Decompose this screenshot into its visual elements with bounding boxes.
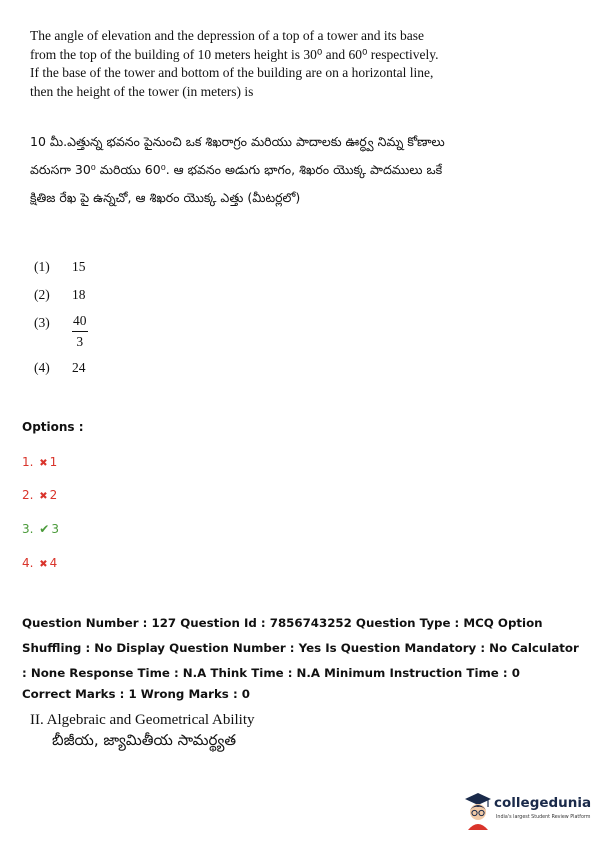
question-meta: Question Number : 127 Question Id : 7856743252 Question Type : MCQ Option Shuffling : No Display Question Number : Yes Is Question Mandatory : No Calculator : None Response Time : N.A Think Time : N.A Minimum Instruction Time : 0 (22, 616, 579, 680)
answer-option-1 (22, 455, 57, 469)
choice-number: (1) (34, 259, 50, 274)
choice-3-fraction (72, 313, 88, 350)
choice-2 (34, 287, 86, 303)
answer-label: 2. (22, 488, 34, 502)
choice-number: (2) (34, 287, 50, 302)
answer-label: 3. (22, 522, 34, 536)
fraction-denominator: 3 (76, 334, 84, 349)
question-text-telugu: 10 మీ.ఎత్తున్న భవనం పైనుంచి ఒక శిఖరాగ్రం మరియు పాదాలకు ఊర్ధ్వ నిమ్న కోణాలు వరుసగా 30⁰ మరియు 60⁰. ఆ భవనం అడుగు భాగం, శిఖరం యొక్క పాదములు ఒకే క్షితిజ రేఖ పై ఉన్నచో, ఆ శిఖరం యొక్క ఎత్తు (మీటర్లలో) (30, 134, 445, 205)
cross-icon: ✖ (39, 559, 48, 570)
options-heading: Options : (22, 420, 84, 434)
marks-info: Correct Marks : 1 Wrong Marks : 0 (22, 687, 250, 701)
choice-4 (34, 360, 86, 376)
choice-1 (34, 259, 86, 275)
section-title-telugu: బీజీయ, జ్యామితీయ సామర్థ్యత (52, 731, 237, 749)
choice-number: (4) (34, 360, 50, 375)
answer-value: 1 (49, 455, 58, 469)
fraction-numerator: 40 (72, 313, 88, 332)
answer-option-2 (22, 488, 57, 502)
answer-value: 4 (49, 556, 58, 570)
answer-label: 1. (22, 455, 34, 469)
choice-value: 15 (72, 259, 86, 274)
answer-label: 4. (22, 556, 34, 570)
question-text-english: The angle of elevation and the depression of a top of a tower and its base from the top of the building of 10 meters height is 30⁰ and 60⁰ respectively. If the base of the tower and bottom of the building are on a horizontal line, then the height of the tower (in meters) is (30, 28, 439, 99)
logo-wordmark: collegedunia (494, 795, 592, 811)
answer-option-3 (22, 522, 59, 536)
section-title-english: II. Algebraic and Geometrical Ability (30, 712, 255, 728)
choice-number: (3) (34, 315, 50, 330)
answer-value: 3 (51, 522, 59, 536)
logo-tagline: India's largest Student Review Platform (496, 815, 591, 820)
choice-3 (34, 315, 72, 331)
answer-option-4 (22, 556, 57, 570)
cross-icon: ✖ (39, 491, 48, 502)
choice-value: 18 (72, 287, 86, 302)
choice-value: 24 (72, 360, 86, 375)
cross-icon: ✖ (39, 458, 48, 469)
collegedunia-logo-icon (462, 790, 494, 830)
answer-value: 2 (49, 488, 58, 502)
check-icon: ✔ (39, 522, 50, 536)
